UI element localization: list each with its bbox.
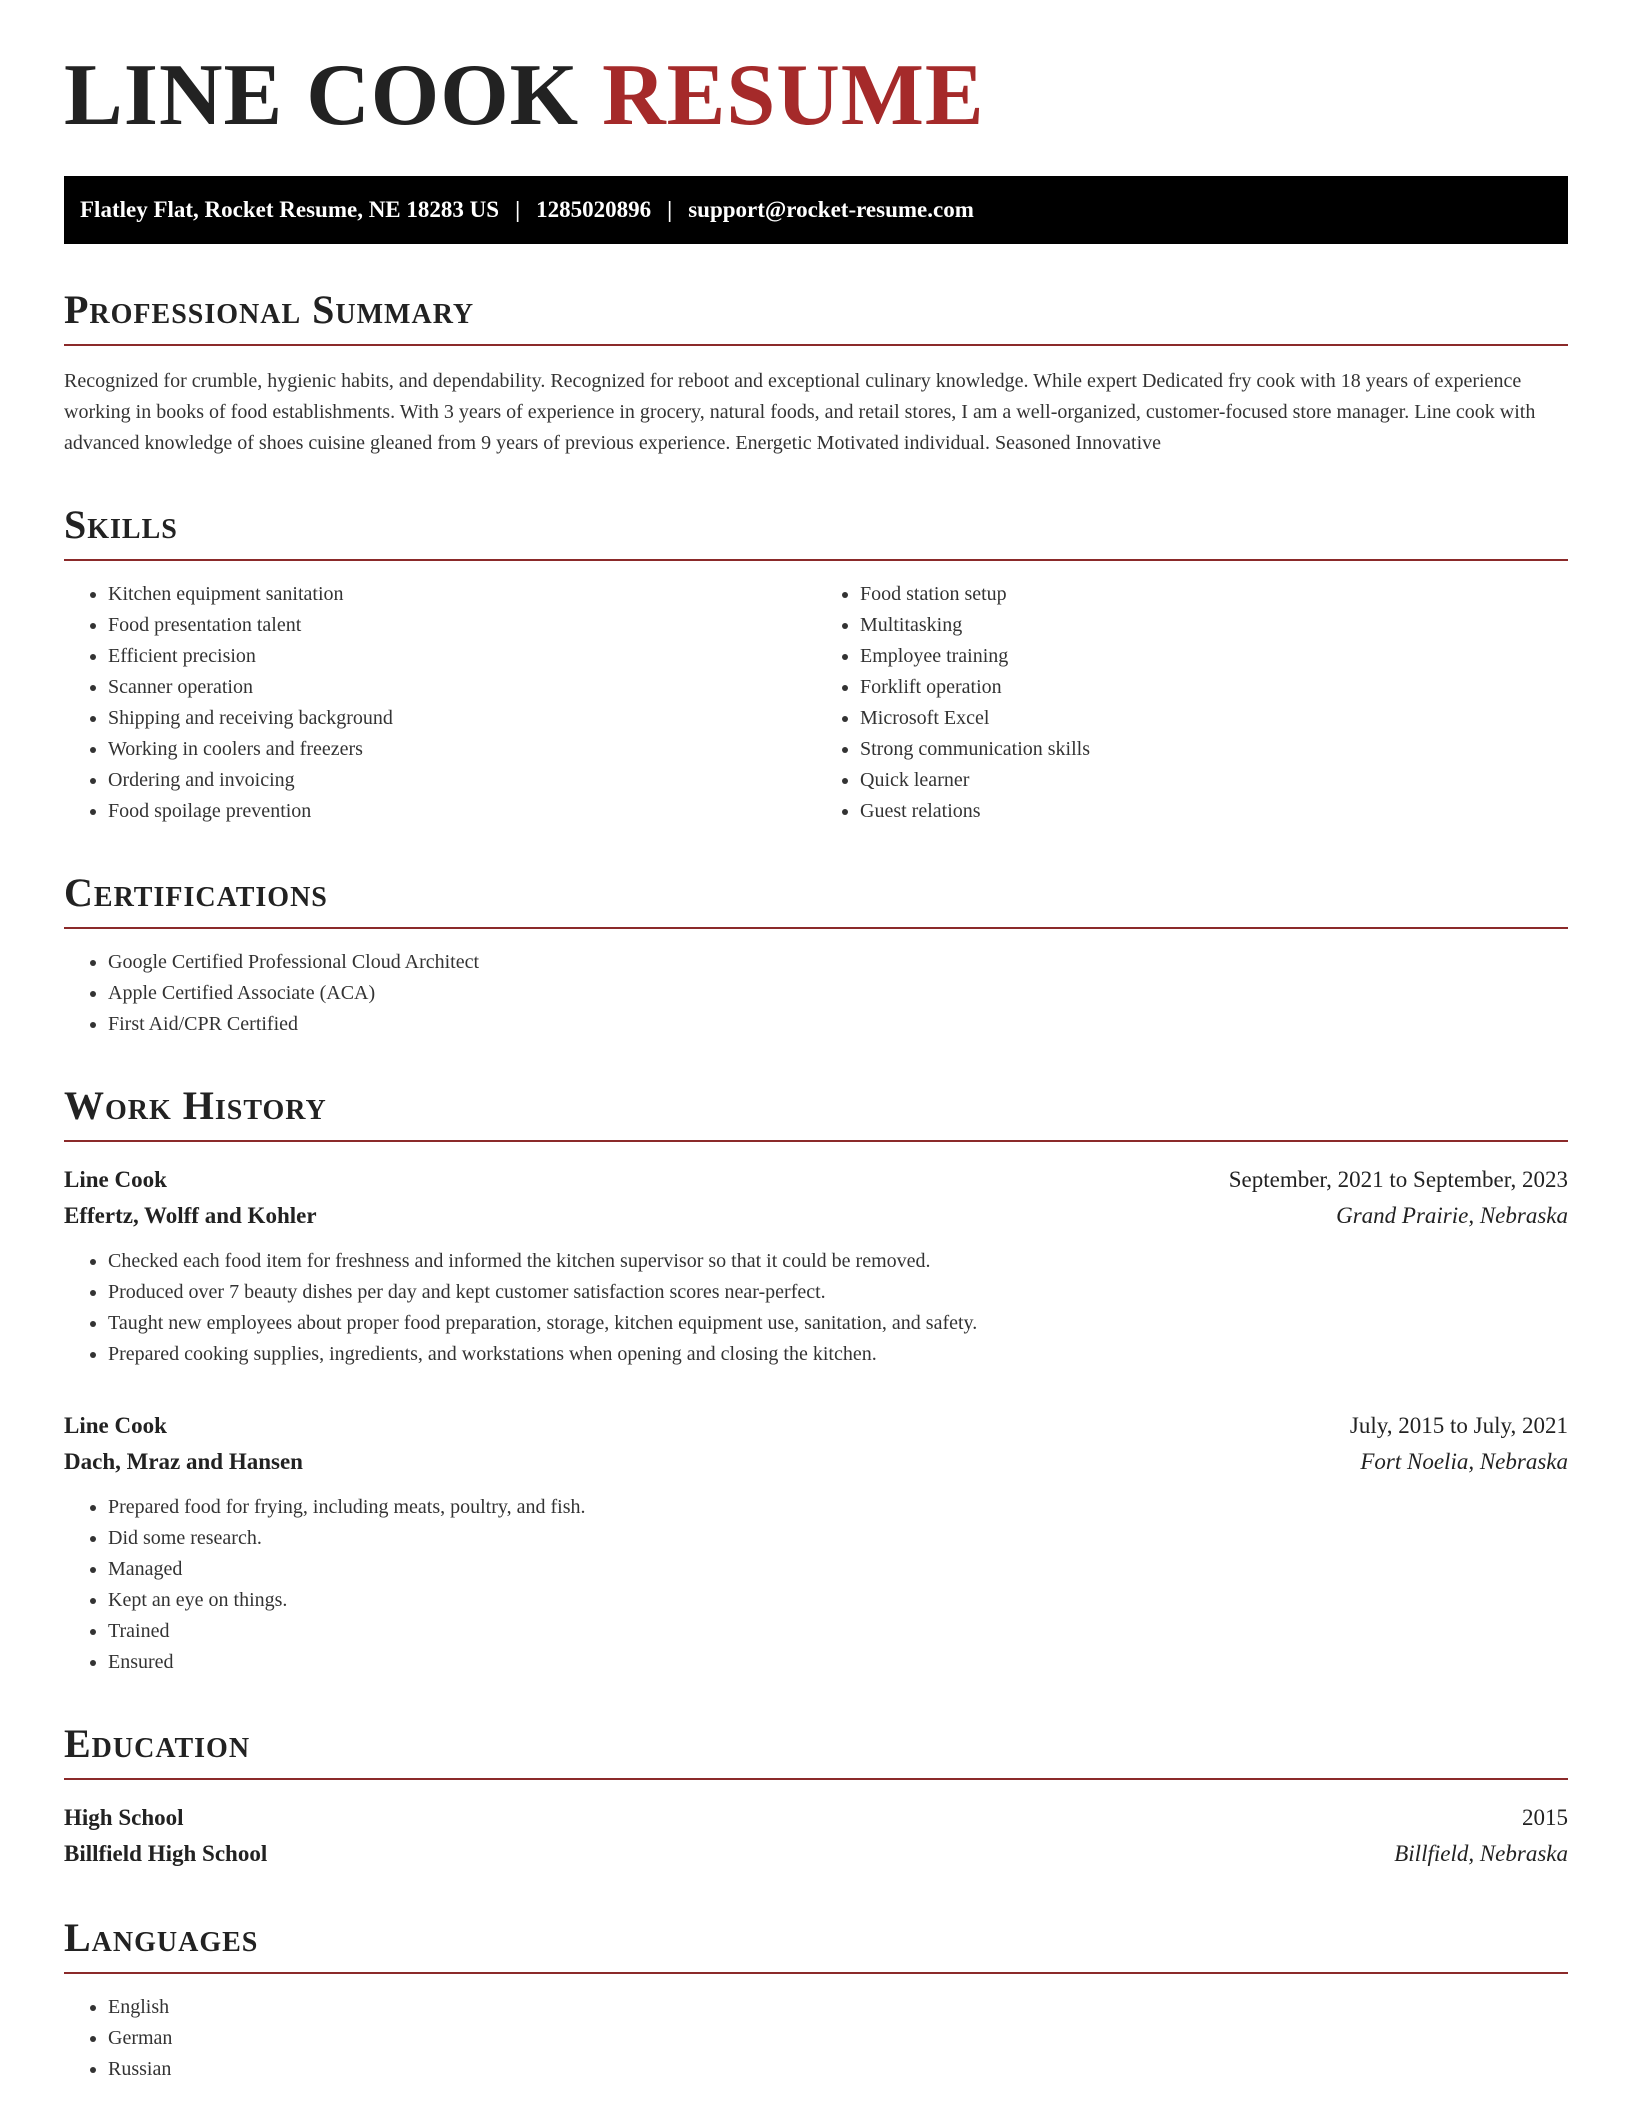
title-accent: RESUME [602, 47, 985, 144]
education-degree: High School [64, 1805, 184, 1830]
language-item: • English [108, 1992, 1568, 2023]
job-location: Fort Noelia, Nebraska [1360, 1449, 1568, 1474]
job-duty-item: • Checked each food item for freshness and informed the kitchen supervisor so that it could be removed. [108, 1246, 1568, 1277]
contact-phone: 1285020896 [536, 197, 652, 222]
skill-item: • Shipping and receiving background [108, 703, 816, 734]
job-duty-item: • Kept an eye on things. [108, 1585, 1568, 1616]
title-main: LINE COOK [64, 47, 580, 144]
job-company: Effertz, Wolff and Kohler [64, 1203, 317, 1228]
job-company-row [64, 1444, 1568, 1480]
skill-item: • Food presentation talent [108, 610, 816, 641]
job-title: Line Cook [64, 1413, 167, 1438]
certification-item: • Apple Certified Associate (ACA) [108, 978, 1568, 1009]
skill-item: • Working in coolers and freezers [108, 734, 816, 765]
job-entry [64, 1408, 1568, 1678]
education-school: Billfield High School [64, 1841, 268, 1866]
job-duty-item: • Prepared food for frying, including meats, poultry, and fish. [108, 1492, 1568, 1523]
education-section [64, 1721, 1568, 1872]
skill-item: • Ordering and invoicing [108, 765, 816, 796]
skill-item: • Forklift operation [860, 672, 1568, 703]
skill-item: • Food spoilage prevention [108, 796, 816, 827]
job-duties-list [64, 1246, 1568, 1370]
job-duty-item: • Ensured [108, 1647, 1568, 1678]
education-degree-row [64, 1800, 1568, 1836]
skill-item: • Efficient precision [108, 641, 816, 672]
summary-section [64, 287, 1568, 459]
contact-bar [64, 176, 1568, 244]
job-company-row [64, 1198, 1568, 1234]
languages-heading: Languages [64, 1918, 1568, 1974]
job-duty-item: • Managed [108, 1554, 1568, 1585]
skill-item: • Multitasking [860, 610, 1568, 641]
contact-email: support@rocket-resume.com [688, 197, 974, 222]
job-title-row [64, 1162, 1568, 1198]
resume-title [64, 0, 1568, 172]
certifications-list [64, 947, 1568, 1040]
certifications-heading: Certifications [64, 873, 1568, 929]
job-company: Dach, Mraz and Hansen [64, 1449, 303, 1474]
job-title-row [64, 1408, 1568, 1444]
education-school-row [64, 1836, 1568, 1872]
skill-item: • Microsoft Excel [860, 703, 1568, 734]
summary-heading: Professional Summary [64, 290, 1568, 346]
skills-list-left [64, 579, 816, 827]
work-history-heading: Work History [64, 1086, 1568, 1142]
job-location: Grand Prairie, Nebraska [1336, 1203, 1568, 1228]
job-duty-item: • Taught new employees about proper food preparation, storage, kitchen equipment use, sanitation, and safety. [108, 1308, 1568, 1339]
skill-item: • Food station setup [860, 579, 1568, 610]
education-entry [64, 1800, 1568, 1872]
job-dates: September, 2021 to September, 2023 [1228, 1167, 1568, 1192]
job-duty-item: • Did some research. [108, 1523, 1568, 1554]
summary-text: Recognized for crumble, hygienic habits, and dependability. Recognized for reboot and exceptional culinary knowledge. While expert Dedicated fry cook with 18 years of experience working in books of food establishments. With 3 years of experience in grocery, natural foods, and retail stores, I am a well-organized, customer-focused store manager. Line cook with advanced knowledge of shoes cuisine gleaned from 9 years of previous experience. Energetic Motivated individual. Seasoned Innovative [64, 370, 1536, 454]
job-entry [64, 1162, 1568, 1370]
education-year: 2015 [1522, 1805, 1568, 1830]
language-item: • German [108, 2023, 1568, 2054]
skills-grid [64, 561, 1568, 827]
skill-item: • Guest relations [860, 796, 1568, 827]
job-duty-item: • Prepared cooking supplies, ingredients, and workstations when opening and closing the kitchen. [108, 1339, 1568, 1370]
job-duty-item: • Trained [108, 1616, 1568, 1647]
skills-list-right [816, 579, 1568, 827]
certifications-section [64, 870, 1568, 1040]
job-title: Line Cook [64, 1167, 167, 1192]
skill-item: • Scanner operation [108, 672, 816, 703]
skill-item: • Kitchen equipment sanitation [108, 579, 816, 610]
contact-separator: | [667, 197, 673, 222]
job-duty-item: • Produced over 7 beauty dishes per day and kept customer satisfaction scores near-perfect. [108, 1277, 1568, 1308]
languages-section [64, 1915, 1568, 2085]
languages-list [64, 1992, 1568, 2085]
skill-item: • Employee training [860, 641, 1568, 672]
contact-address: Flatley Flat, Rocket Resume, NE 18283 US [80, 197, 500, 222]
certification-item: • Google Certified Professional Cloud Architect [108, 947, 1568, 978]
education-heading: Education [64, 1724, 1568, 1780]
work-history-section [64, 1083, 1568, 1678]
job-dates: July, 2015 to July, 2021 [1349, 1413, 1568, 1438]
contact-separator: | [515, 197, 521, 222]
skill-item: • Strong communication skills [860, 734, 1568, 765]
skills-heading: Skills [64, 505, 1568, 561]
job-duties-list [64, 1492, 1568, 1678]
education-location: Billfield, Nebraska [1394, 1841, 1568, 1866]
language-item: • Russian [108, 2054, 1568, 2085]
skill-item: • Quick learner [860, 765, 1568, 796]
certification-item: • First Aid/CPR Certified [108, 1009, 1568, 1040]
skills-section [64, 502, 1568, 827]
